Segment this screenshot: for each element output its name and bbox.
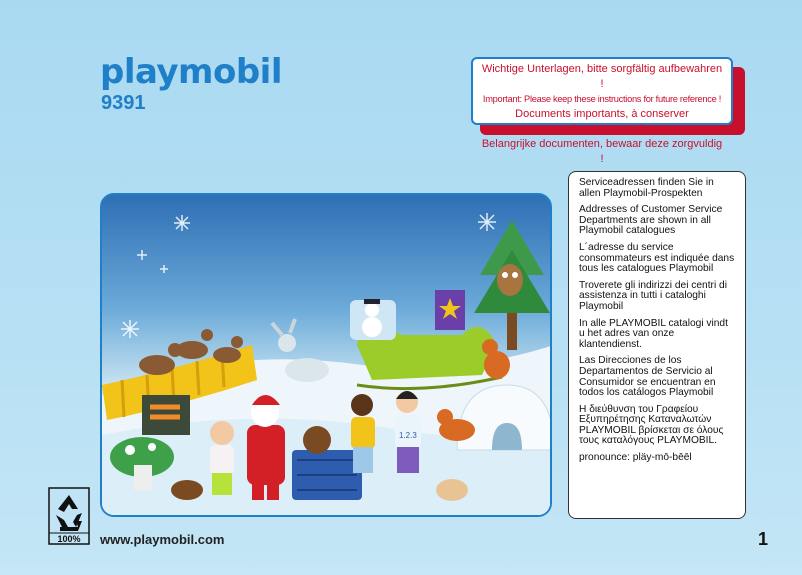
recycle-icon [48,487,90,545]
service-text-es: Las Direcciones de los Departamentos de Servicio al Consumidor se encuentran en todos los catálogos Playmobil [579,355,716,399]
bunny [436,479,468,501]
page-number: 1 [758,529,769,549]
rabbit [171,480,203,500]
recycle-percent: 100% [57,534,81,544]
service-text-fr: L´adresse du service consommateurs est indiquée dans tous les catalogues Playmobil [579,241,735,275]
notice-line-de: Wichtige Unterlagen, bitte sorgfältig aufbewahren ! [481,63,723,90]
scene-illustration [102,195,552,517]
pronunciation: pronounce: pläy-mō-bēēl [579,452,692,464]
service-text-en: Addresses of Customer Service Departments are shown in all Playmobil catalogues [579,204,723,237]
service-text-nl: In alle PLAYMOBIL catalogi vindt u het adres van onze klantendienst. [579,317,728,350]
notice-line-nl: Belangrijke documenten, bewaar deze zorgvuldig ! [481,138,723,165]
service-text-el: Η διεύθυνση του Γραφείου Εξυπηρέτησης Καταναλωτών PLAYMOBIL βρίσκεται σε όλους τους καταλόγους PLAYMOBIL. [579,403,724,447]
service-text-de: Serviceadressen finden Sie in allen Playmobil-Prospekten [579,177,714,199]
service-text-it: Troverete gli indirizzi dei centri di assistenza in tutti i cataloghi Playmobil [579,279,727,312]
gift-label: 1.2.3 [399,431,417,440]
product-number: 9391 [101,92,146,114]
carrot-crate [142,395,190,435]
notice-line-fr: Documents importants, à conserver soigneusement ! [515,108,689,135]
customer-service-info [568,171,746,519]
keep-instructions-notice [471,57,733,165]
notice-line-en: Important: Please keep these instructions for future reference ! [482,94,722,104]
product-scene-image [100,193,552,517]
playmobil-logo: playmobil [100,52,282,92]
website-url[interactable]: www.playmobil.com [100,532,225,547]
girl-figure [210,421,234,495]
snowman-sign [350,299,396,340]
